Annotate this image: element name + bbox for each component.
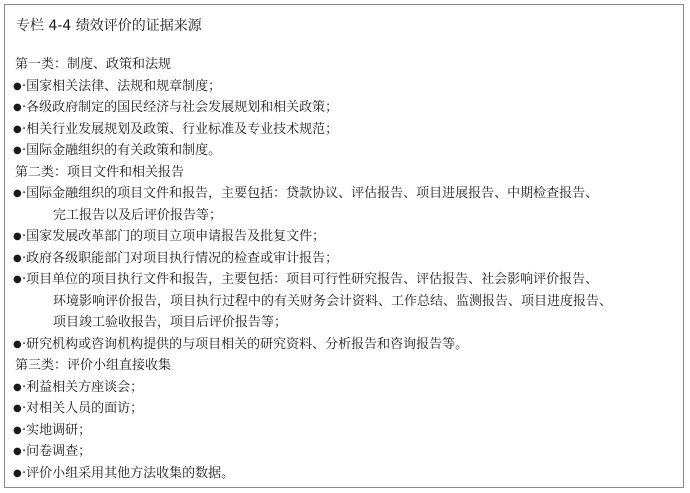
box-title: 专栏 4-4 绩效评价的证据来源 [16, 18, 202, 34]
list-item-line: ·利益相关方座谈会； [22, 379, 144, 395]
bullet-icon: ● [13, 446, 22, 457]
list-item [13, 97, 677, 119]
list-item-line: ·研究机构或咨询机构提供的与项目相关的研究资料、分析报告和咨询报告等。 [22, 336, 469, 352]
list-item-line: 完工报告以及后评价报告等； [53, 207, 223, 223]
list-item-line: ·项目单位的项目执行文件和报告，主要包括：项目可行性研究报告、评估报告、社会影响评价报告、 [22, 272, 599, 287]
category-heading: 第二类：项目文件和相关报告 [15, 164, 185, 180]
bullet-icon: ● [13, 403, 22, 414]
bullet-icon: ● [13, 467, 22, 479]
list-item-line: ·国际金融组织的项目文件和报告，主要包括：贷款协议、评估报告、项目进展报告、中期检查报告、 [22, 186, 599, 201]
list-item-line: ·国际金融组织的有关政策和制度。 [22, 143, 222, 158]
bullet-icon: ● [13, 80, 22, 92]
list-item [13, 76, 677, 98]
bullet-icon: ● [13, 123, 22, 135]
list-item [13, 119, 677, 141]
list-item [13, 441, 677, 463]
list-item-text [22, 269, 677, 334]
list-item-text [22, 334, 677, 356]
list-item-text [22, 119, 677, 141]
list-item [13, 248, 677, 270]
list-item-line: ·评价小组采用其他方法收集的数据。 [22, 465, 235, 481]
bullet-icon: ● [13, 381, 22, 393]
list-item-text [22, 420, 677, 442]
list-item-text [22, 398, 677, 420]
list-item-text [22, 183, 677, 226]
list-item [13, 377, 677, 399]
list-item-line: ·相关行业发展规划及政策、行业标准及专业技术规范； [22, 121, 339, 137]
list-item [13, 463, 677, 485]
list-item-line: ·问卷调查； [22, 444, 92, 459]
list-item [13, 420, 677, 442]
list-item-text [22, 248, 677, 270]
bullet-icon: ● [13, 145, 22, 156]
list-item-line: ·国家发展改革部门的项目立项申请报告及批复文件； [22, 229, 326, 244]
list-item-line: ·政府各级职能部门对项目执行情况的检查或审计报告； [22, 250, 339, 266]
list-item [13, 269, 677, 334]
list-item-line: 环境影响评价报告，项目执行过程中的有关财务会计资料、工作总结、监测报告、项目进度报告、 [53, 293, 613, 309]
category-heading: 第一类：制度、政策和法规 [15, 57, 172, 72]
sidebar-box [4, 4, 684, 488]
list-item [13, 140, 677, 162]
bullet-icon: ● [13, 102, 22, 113]
list-item-text [22, 441, 677, 463]
bullet-icon: ● [13, 252, 22, 264]
list-item-text [22, 226, 677, 248]
category-heading: 第三类：评价小组直接收集 [15, 358, 172, 373]
bullet-icon: ● [13, 424, 22, 436]
box-content [13, 54, 677, 484]
list-item-text [22, 76, 677, 98]
list-item-line: 项目竣工验收报告，项目后评价报告等； [53, 315, 288, 330]
bullet-icon: ● [13, 188, 22, 199]
list-item-line: ·实地调研； [22, 422, 92, 438]
list-item-text [22, 97, 677, 119]
list-item [13, 398, 677, 420]
list-item [13, 226, 677, 248]
list-item-text [22, 377, 677, 399]
list-item-text [22, 463, 677, 485]
list-item-line: ·国家相关法律、法规和规章制度； [22, 78, 222, 94]
bullet-icon: ● [13, 274, 22, 285]
list-item-text [22, 140, 677, 162]
bullet-icon: ● [13, 338, 22, 350]
list-item-line: ·对相关人员的面访； [22, 401, 144, 416]
list-item [13, 183, 677, 226]
list-item [13, 334, 677, 356]
bullet-icon: ● [13, 231, 22, 242]
list-item-line: ·各级政府制定的国民经济与社会发展规划和相关政策； [22, 100, 339, 115]
